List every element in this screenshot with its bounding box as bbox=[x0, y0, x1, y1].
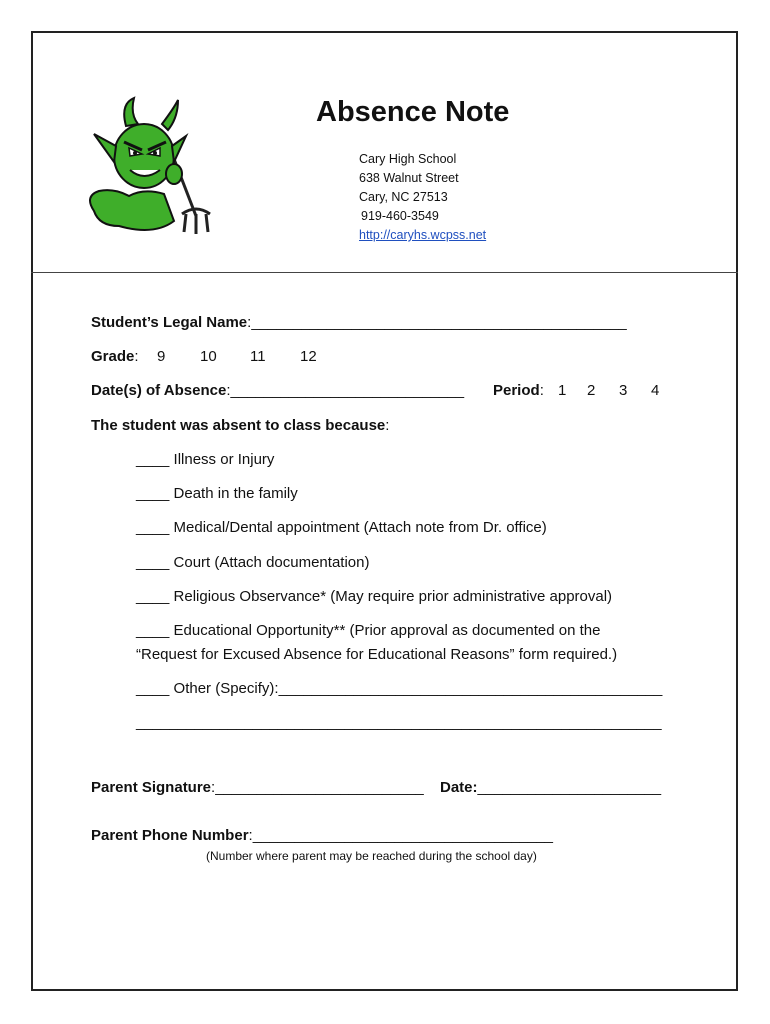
dates-row bbox=[91, 382, 464, 399]
period-label: Period bbox=[493, 382, 540, 399]
reason-death-in-family[interactable]: ____ Death in the family bbox=[136, 485, 298, 502]
period-row: Period: bbox=[493, 382, 544, 399]
date-field[interactable]: ______________________ bbox=[477, 779, 662, 796]
grade-option-10[interactable]: 10 bbox=[200, 348, 217, 365]
student-name-row bbox=[91, 314, 627, 331]
reason-heading: The student was absent to class because bbox=[91, 417, 386, 434]
period-option-2[interactable]: 2 bbox=[587, 382, 596, 399]
parent-phone-label: Parent Phone Number bbox=[91, 827, 249, 844]
school-phone: 919-460-3549 bbox=[361, 209, 439, 223]
reason-other[interactable]: ____ Other (Specify):______________________________________________ bbox=[136, 680, 663, 697]
reason-educational-continued: “Request for Excused Absence for Educational Reasons” form required.) bbox=[136, 646, 618, 663]
grade-option-11[interactable]: 11 bbox=[250, 348, 266, 365]
school-name: Cary High School bbox=[359, 152, 457, 166]
period-option-1[interactable]: 1 bbox=[558, 382, 567, 399]
date-label: Date: bbox=[440, 779, 478, 796]
reason-educational[interactable]: ____ Educational Opportunity** (Prior approval as documented on the bbox=[136, 622, 601, 639]
reason-court[interactable]: ____ Court (Attach documentation) bbox=[136, 554, 370, 571]
school-street: 638 Walnut Street bbox=[359, 171, 459, 185]
reason-other-extra-line[interactable]: _______________________________________________________________ bbox=[136, 714, 662, 731]
student-name-field[interactable]: :_____________________________________________ bbox=[247, 314, 627, 331]
dates-field[interactable]: :____________________________ bbox=[226, 382, 465, 399]
grade-option-12[interactable]: 12 bbox=[300, 348, 317, 365]
period-option-3[interactable]: 3 bbox=[619, 382, 628, 399]
parent-phone-note: (Number where parent may be reached during the school day) bbox=[206, 849, 537, 863]
parent-signature-field[interactable]: :_________________________ bbox=[211, 779, 424, 796]
dates-label: Date(s) of Absence bbox=[91, 382, 227, 399]
grade-row: Grade: bbox=[91, 348, 143, 365]
student-name-label: Student’s Legal Name bbox=[91, 314, 248, 331]
parent-signature-row bbox=[91, 779, 424, 796]
reason-heading-row: The student was absent to class because: bbox=[91, 417, 390, 434]
header-divider bbox=[31, 272, 738, 273]
grade-option-9[interactable]: 9 bbox=[157, 348, 166, 365]
devil-mascot-icon bbox=[74, 96, 219, 241]
school-city: Cary, NC 27513 bbox=[359, 190, 448, 204]
school-website-link[interactable]: http://caryhs.wcpss.net bbox=[359, 228, 487, 242]
parent-signature-label: Parent Signature bbox=[91, 779, 212, 796]
parent-phone-row bbox=[91, 827, 553, 844]
parent-phone-field[interactable]: :____________________________________ bbox=[248, 827, 554, 844]
page-title: Absence Note bbox=[316, 96, 510, 128]
grade-label: Grade bbox=[91, 348, 135, 365]
date-row bbox=[440, 779, 661, 796]
reason-religious[interactable]: ____ Religious Observance* (May require prior administrative approval) bbox=[136, 588, 613, 605]
reason-illness[interactable]: ____ Illness or Injury bbox=[136, 451, 275, 468]
period-option-4[interactable]: 4 bbox=[651, 382, 660, 399]
reason-medical[interactable]: ____ Medical/Dental appointment (Attach note from Dr. office) bbox=[136, 519, 547, 536]
